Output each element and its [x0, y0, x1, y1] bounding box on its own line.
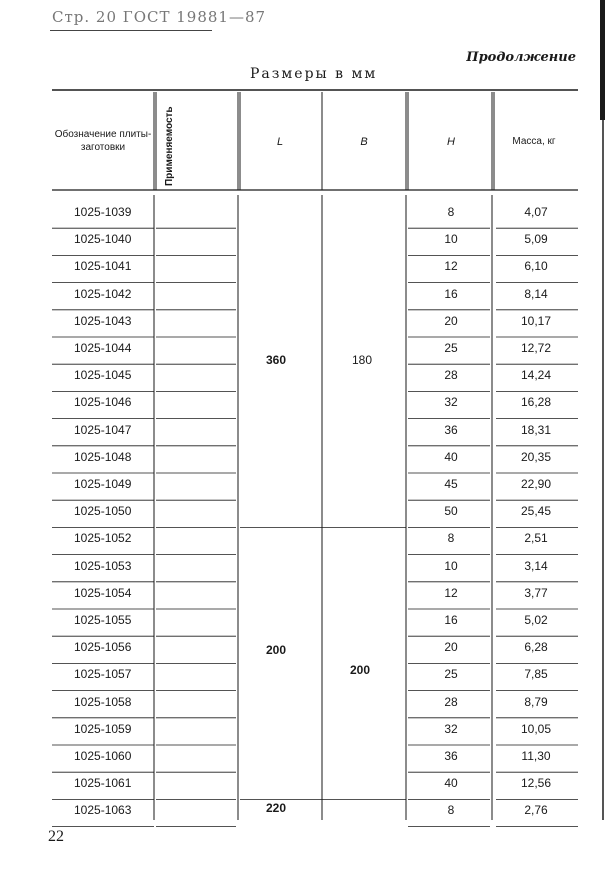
- row-mass: 16,28: [520, 395, 552, 410]
- row-H: 16: [444, 286, 458, 301]
- row-H: 36: [444, 749, 458, 763]
- row-designation: 1025-1052: [74, 531, 132, 546]
- row-H: 25: [444, 667, 458, 682]
- units-caption: Размеры в мм: [250, 66, 378, 82]
- row-mass: 18,31: [520, 422, 552, 437]
- row-designation: 1025-1053: [74, 558, 132, 573]
- row-H: 50: [444, 504, 458, 519]
- continued-label: Продолжение: [466, 50, 576, 65]
- row-mass: 10,17: [520, 313, 552, 328]
- row-mass: 3,77: [524, 585, 548, 600]
- row-designation: 1025-1048: [74, 449, 132, 464]
- merged-B-180: 180: [352, 353, 373, 367]
- row-H: 32: [444, 395, 458, 410]
- row-mass: 8,79: [524, 694, 548, 709]
- row-H: 36: [444, 422, 458, 437]
- col-header-L: L: [276, 136, 284, 148]
- row-mass: 25,45: [520, 504, 552, 519]
- row-H: 45: [444, 477, 458, 491]
- row-H: 10: [444, 232, 458, 247]
- row-H: 40: [444, 776, 458, 791]
- row-designation: 1025-1059: [74, 721, 132, 736]
- row-designation: 1025-1061: [74, 776, 132, 791]
- row-H: 28: [444, 694, 458, 709]
- row-designation: 1025-1060: [74, 749, 132, 763]
- col-header-B: B: [360, 136, 368, 148]
- row-mass: 22,90: [520, 477, 552, 491]
- row-designation: 1025-1054: [74, 585, 132, 600]
- col-header-mass: Масса, кг: [512, 136, 556, 147]
- row-mass: 14,24: [520, 368, 552, 383]
- row-designation: 1025-1057: [74, 667, 132, 682]
- col-header-designation: Обозначение плиты-заготовки: [54, 129, 152, 153]
- row-H: 8: [447, 803, 455, 818]
- row-designation: 1025-1050: [74, 504, 132, 519]
- col-header-H: H: [447, 136, 455, 148]
- row-designation: 1025-1040: [74, 232, 132, 247]
- row-designation: 1025-1055: [74, 613, 132, 627]
- row-designation: 1025-1049: [74, 477, 132, 491]
- row-designation: 1025-1043: [74, 313, 132, 328]
- row-designation: 1025-1042: [74, 286, 132, 301]
- row-H: 40: [444, 449, 458, 464]
- row-designation: 1025-1063: [74, 803, 132, 818]
- row-H: 8: [447, 205, 455, 219]
- row-H: 20: [444, 640, 458, 655]
- row-mass: 12,72: [520, 341, 552, 355]
- row-mass: 7,85: [524, 667, 548, 682]
- row-H: 16: [444, 613, 458, 627]
- row-H: 12: [444, 585, 458, 600]
- row-mass: 3,14: [524, 558, 548, 573]
- page-number: 22: [48, 828, 64, 845]
- row-mass: 11,30: [521, 749, 551, 763]
- row-mass: 2,76: [524, 803, 548, 818]
- row-designation: 1025-1058: [74, 694, 132, 709]
- row-mass: 6,10: [524, 259, 548, 274]
- row-designation: 1025-1041: [74, 259, 132, 274]
- row-designation: 1025-1044: [74, 341, 132, 355]
- row-designation: 1025-1039: [74, 205, 132, 219]
- col-header-applicability: Применяемость: [164, 106, 175, 186]
- row-H: 25: [444, 341, 458, 355]
- row-H: 28: [444, 368, 458, 383]
- row-mass: 2,51: [524, 531, 548, 546]
- merged-B-200: 200: [350, 663, 371, 677]
- row-mass: 12,56: [520, 776, 552, 791]
- row-designation: 1025-1045: [74, 368, 132, 383]
- merged-L-360: 360: [266, 353, 287, 367]
- row-H: 10: [444, 558, 458, 573]
- row-mass: 20,35: [520, 449, 552, 464]
- row-designation: 1025-1046: [74, 395, 132, 410]
- row-H: 20: [444, 313, 458, 328]
- merged-L-200: 200: [266, 643, 287, 657]
- row-H: 12: [444, 259, 458, 274]
- row-designation: 1025-1056: [74, 640, 132, 655]
- row-mass: 10,05: [520, 721, 552, 736]
- faded-page-header: Стр. 20 ГОСТ 19881—87: [52, 8, 267, 26]
- merged-L-220: 220: [266, 801, 287, 815]
- row-mass: 5,02: [524, 613, 548, 627]
- row-H: 32: [444, 721, 458, 736]
- row-mass: 5,09: [524, 232, 548, 247]
- row-H: 8: [447, 531, 455, 546]
- row-designation: 1025-1047: [74, 422, 132, 437]
- row-mass: 8,14: [524, 286, 548, 301]
- row-mass: 6,28: [524, 640, 548, 655]
- row-mass: 4,07: [524, 205, 548, 219]
